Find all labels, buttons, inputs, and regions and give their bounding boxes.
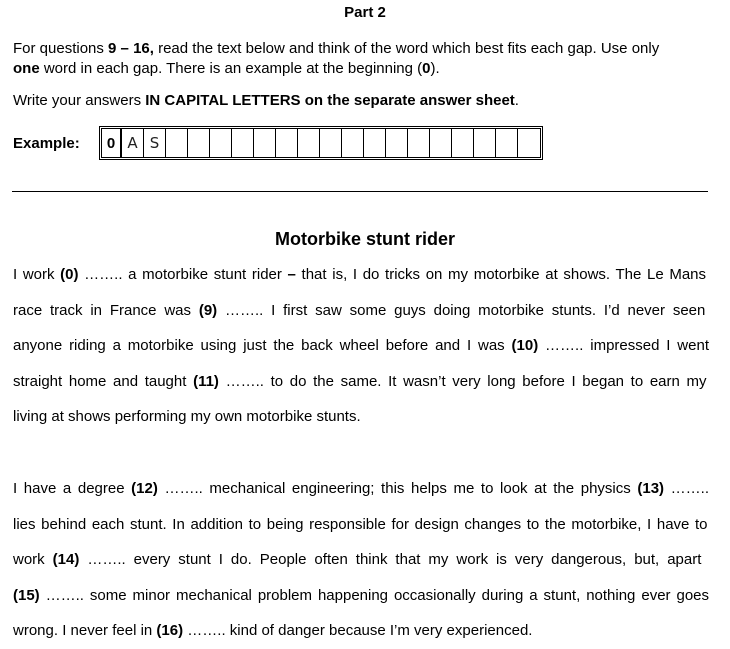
example-ref: 0 (422, 60, 431, 77)
empty-letter-box (188, 129, 210, 157)
answer-instruction-period: . (514, 92, 519, 109)
text-line (13, 328, 709, 364)
empty-letter-box (342, 129, 364, 157)
instructions-text: word in each gap. There is an example at the beginning ( (39, 60, 423, 77)
example-number-box: 0 (102, 129, 122, 157)
text-line (13, 542, 709, 578)
section-divider (12, 191, 708, 192)
empty-letter-box (430, 129, 452, 157)
empty-letter-box (518, 129, 540, 157)
text-segment: living at shows performing my own motorbike stunts. (13, 408, 361, 426)
empty-letter-box (452, 129, 474, 157)
paragraph-2 (13, 471, 709, 649)
instructions-text: read the text below and think of the word which best fits each gap. Use only (153, 40, 660, 57)
text-segment: I have a degree (12) …….. mechanical engineering; this helps me to look at the physics (13) …….. (13, 480, 709, 497)
empty-letter-box (166, 129, 188, 157)
instructions-text: For questions (13, 40, 109, 57)
text-line (13, 364, 709, 400)
text-segment: lies behind each stunt. In addition to being responsible for design changes to the motorbike, I have to (13, 515, 708, 533)
text-segment: wrong. I never feel in (16) …….. kind of danger because I’m very experienced. (13, 622, 533, 640)
answer-instruction (13, 92, 519, 109)
answer-instruction-emphasis: IN CAPITAL LETTERS on the separate answer sheet (145, 92, 515, 109)
example-letter-box: S (144, 129, 166, 157)
instructions-text: ). (430, 60, 440, 77)
answer-boxes (101, 128, 541, 158)
text-line (13, 399, 709, 435)
text-line (13, 293, 709, 329)
question-range: 9 – 16, (108, 40, 154, 57)
text-segment: work (14) …….. every stunt I do. People often think that my work is very dangerous, but, apart (13, 551, 702, 569)
empty-letter-box (254, 129, 276, 157)
text-segment: race track in France was (9) …….. I first saw some guys doing motorbike stunts. I’d never seen (13, 301, 706, 319)
example-label: Example: (13, 134, 80, 152)
empty-letter-box (276, 129, 298, 157)
empty-letter-box (408, 129, 430, 157)
empty-letter-box (386, 129, 408, 157)
answer-instruction-text: Write your answers (13, 92, 146, 109)
story-title: Motorbike stunt rider (274, 229, 455, 249)
empty-letter-box (232, 129, 254, 157)
text-line (13, 613, 709, 649)
text-line (13, 507, 709, 543)
text-segment: I work (0) …….. a motorbike stunt rider – that is, I do tricks on my motorbike at shows. The Le Mans (13, 266, 707, 283)
text-line (13, 578, 709, 614)
empty-letter-box (474, 129, 496, 157)
example-letter-box: A (122, 129, 144, 157)
text-segment: straight home and taught (11) …….. to do the same. It wasn’t very long before I began to earn my (13, 372, 707, 390)
instructions (13, 39, 718, 79)
emphasis-one: one (13, 60, 40, 77)
paragraph-1 (13, 257, 709, 435)
empty-letter-box (298, 129, 320, 157)
empty-letter-box (496, 129, 518, 157)
empty-letter-box (320, 129, 342, 157)
text-line (13, 471, 709, 507)
text-line (13, 257, 709, 293)
text-segment: anyone riding a motorbike using just the back wheel before and I was (10) …….. impressed I went (13, 337, 709, 355)
text-segment: (15) …….. some minor mechanical problem happening occasionally during a stunt, nothing ever goes (13, 586, 709, 604)
example-row (13, 128, 541, 158)
empty-letter-box (210, 129, 232, 157)
empty-letter-box (364, 129, 386, 157)
part-title: Part 2 (344, 4, 386, 21)
